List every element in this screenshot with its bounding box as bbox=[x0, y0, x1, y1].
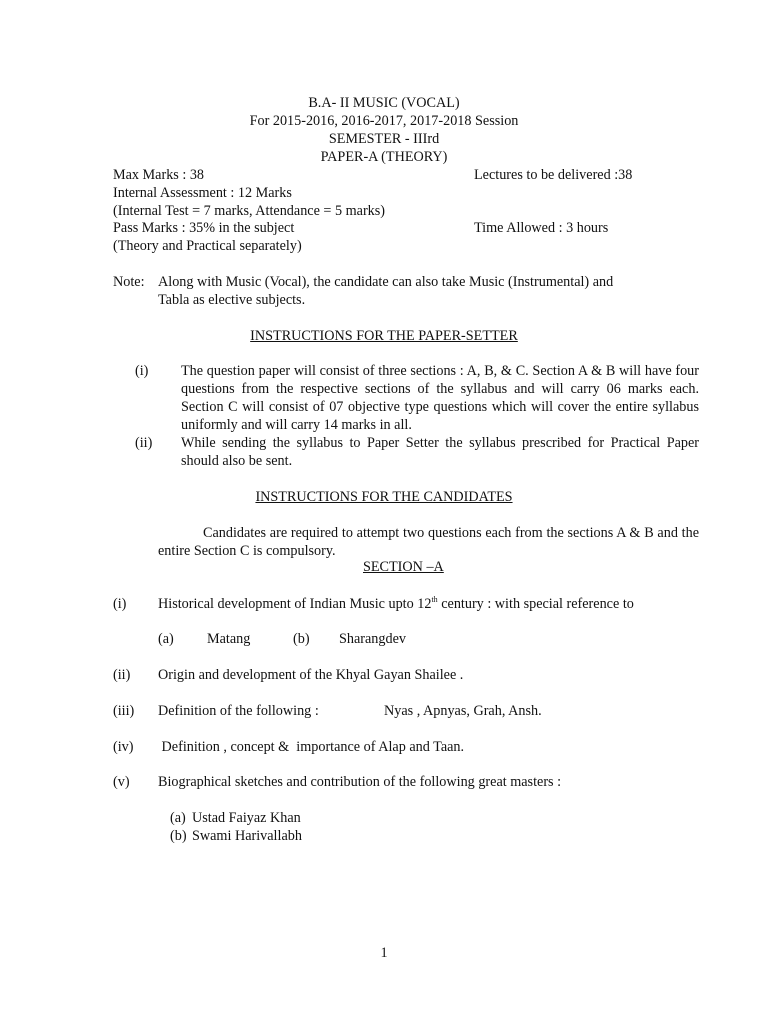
paper-line: PAPER-A (THEORY) bbox=[320, 149, 448, 165]
note-label: Note: bbox=[113, 274, 145, 290]
sub-item-label: (b) bbox=[293, 631, 310, 647]
item-text bbox=[158, 595, 634, 613]
sub-item-name: Matang bbox=[207, 631, 251, 647]
internal-assessment: Internal Assessment : 12 Marks bbox=[113, 185, 292, 201]
item-text: Origin and development of the Khyal Gayan Shailee . bbox=[158, 667, 464, 683]
internal-split: (Internal Test = 7 marks, Attendance = 5 marks) bbox=[113, 203, 386, 219]
paper-setter-heading: INSTRUCTIONS FOR THE PAPER-SETTER bbox=[250, 328, 518, 344]
ordinal-suffix: th bbox=[431, 595, 438, 604]
item-num: (ii) bbox=[113, 667, 131, 683]
terms-list: Nyas , Apnyas, Grah, Ansh. bbox=[384, 703, 542, 719]
item-num: (iv) bbox=[113, 739, 134, 755]
candidates-heading: INSTRUCTIONS FOR THE CANDIDATES bbox=[255, 489, 513, 505]
candidates-text: Candidates are required to attempt two questions each from the sections A & B and the entire Section C is compulsory. bbox=[158, 525, 699, 559]
time-allowed: Time Allowed : 3 hours bbox=[474, 220, 609, 236]
item-num: (i) bbox=[113, 596, 127, 612]
item-text-part: Historical development of Indian Music upto 12 bbox=[158, 596, 432, 612]
note-line-2: Tabla as elective subjects. bbox=[158, 292, 306, 308]
max-marks: Max Marks : 38 bbox=[113, 167, 205, 183]
item-num: (v) bbox=[113, 774, 130, 790]
session-line: For 2015-2016, 2016-2017, 2017-2018 Session bbox=[249, 113, 519, 129]
sub-item-name: Ustad Faiyaz Khan bbox=[192, 810, 301, 826]
sub-item-label: (b) bbox=[170, 828, 187, 844]
item-text: Biographical sketches and contribution of the following great masters : bbox=[158, 774, 562, 790]
setter-item-text: While sending the syllabus to Paper Setter the syllabus prescribed for Practical Paper should also be sent. bbox=[181, 435, 699, 469]
item-text: Definition , concept & importance of Alap and Taan. bbox=[158, 739, 465, 755]
sub-item-name: Sharangdev bbox=[339, 631, 406, 647]
sub-item-label: (a) bbox=[170, 810, 186, 826]
setter-item-text: The question paper will consist of three sections : A, B, & C. Section A & B will have four questions from the respective sections of the syllabus and will carry 06 marks each. Section C will consist of 07 objective type questions which will cover the entire syllabus uniformly and will carry 14 marks in all. bbox=[181, 363, 699, 433]
lectures-count: Lectures to be delivered :38 bbox=[474, 167, 633, 183]
setter-item-num: (ii) bbox=[135, 435, 153, 451]
pass-marks: Pass Marks : 35% in the subject bbox=[113, 220, 295, 236]
theory-practical-note: (Theory and Practical separately) bbox=[113, 238, 302, 254]
semester-line: SEMESTER - IIIrd bbox=[328, 131, 440, 147]
page-number: 1 bbox=[380, 945, 388, 961]
note-line-1: Along with Music (Vocal), the candidate can also take Music (Instrumental) and bbox=[158, 274, 614, 290]
course-title: B.A- II MUSIC (VOCAL) bbox=[308, 95, 460, 111]
item-num: (iii) bbox=[113, 703, 135, 719]
setter-item-num: (i) bbox=[135, 363, 149, 379]
section-a-heading: SECTION –A bbox=[363, 559, 444, 575]
item-text: Definition of the following : bbox=[158, 703, 319, 719]
item-text-part: century : with special reference to bbox=[437, 596, 634, 612]
sub-item-label: (a) bbox=[158, 631, 174, 647]
sub-item-name: Swami Harivallabh bbox=[192, 828, 302, 844]
